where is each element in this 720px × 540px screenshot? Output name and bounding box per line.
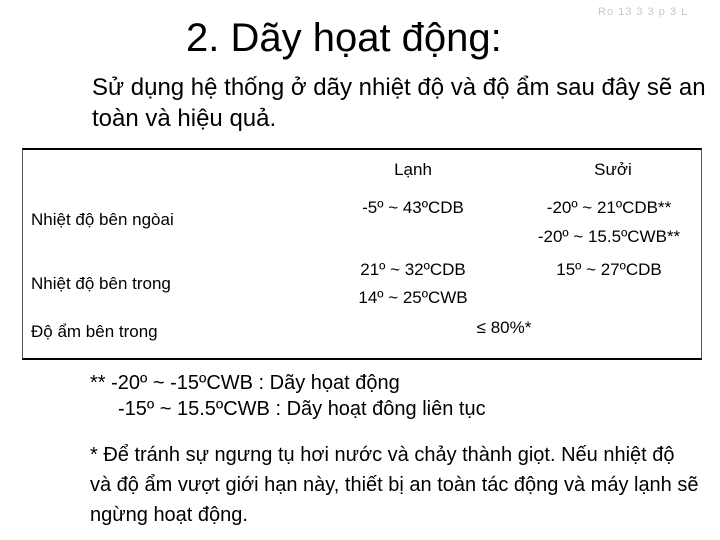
outdoor-heat-value-wb: -20º ~ 15.5ºCWB** — [537, 227, 681, 246]
indoor-cold-value-db: 21º ~ 32ºCDB — [360, 260, 466, 279]
indoor-cold-value-wb: 14º ~ 25ºCWB — [358, 288, 468, 307]
footnote-line-2: -15º ~ 15.5ºCWB : Dãy hoạt đông liên tục — [118, 398, 486, 420]
remark-paragraph: * Để tránh sự ngưng tụ hơi nước và chảy thành giọt. Nếu nhiệt độ và độ ẩm vượt giới hạn này, thiết bị an toàn tác động và máy lạnh sẽ ngừng hoạt động. — [90, 444, 699, 526]
slide-title: 2. Dãy họat động: — [186, 16, 502, 60]
intro-paragraph: Sử dụng hệ thống ở dãy nhiệt độ và độ ẩm sau đây sẽ an toàn và hiệu quả. — [92, 74, 706, 132]
footnote-line-1: ** -20º ~ -15ºCWB : Dãy họat động — [90, 372, 400, 394]
operating-range-table — [22, 148, 702, 360]
corner-watermark-text: Ro 13 3 3 p 3 L — [598, 6, 689, 18]
row-label-outdoor: Nhiệt độ bên ngòai — [31, 210, 174, 229]
outdoor-cold-value: -5º ~ 43ºCDB — [362, 198, 464, 217]
indoor-heat-value: 15º ~ 27ºCDB — [556, 260, 662, 279]
row-label-humidity: Độ ẩm bên trong — [31, 322, 158, 341]
humidity-value: ≤ 80%* — [476, 318, 532, 337]
header-heat: Sưởi — [594, 160, 632, 179]
header-cold: Lạnh — [394, 160, 432, 179]
row-label-indoor: Nhiệt độ bên trong — [31, 274, 171, 293]
footnote-block — [90, 370, 700, 422]
outdoor-heat-value-db: -20º ~ 21ºCDB** — [546, 198, 672, 217]
